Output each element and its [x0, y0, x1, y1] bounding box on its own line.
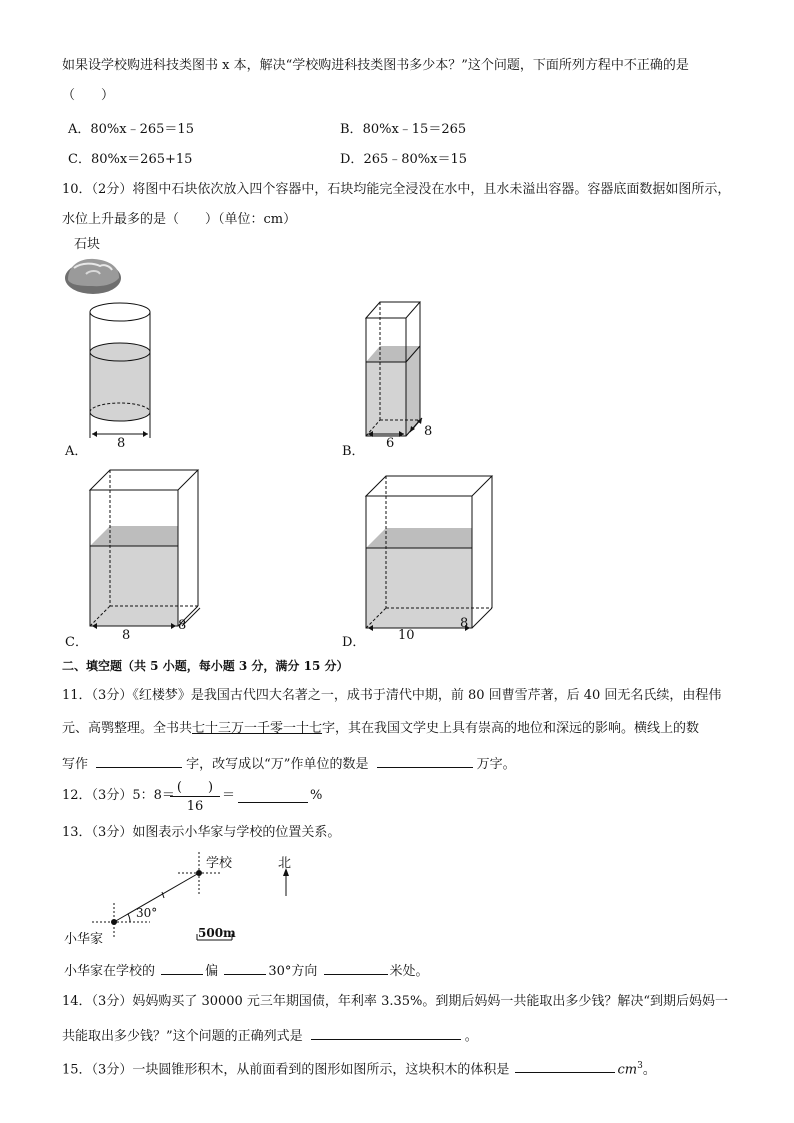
- option-label: B．: [340, 122, 363, 137]
- q13-answer-blank-3[interactable]: [324, 960, 388, 975]
- figure-c-depth: 8: [178, 618, 187, 633]
- q14-line2: [62, 1025, 478, 1046]
- q11-line2: [62, 720, 699, 738]
- figure-b-label: B．: [342, 444, 365, 459]
- q11-line2-pre: 元、高鹗整理。全书共: [62, 721, 193, 736]
- q11-line3-b: 字，改写成以“万”作单位的数是: [186, 757, 369, 772]
- figure-d-depth: 8: [460, 616, 469, 631]
- option-text: 265﹣80%x＝15: [363, 152, 468, 167]
- north-label: 北: [278, 856, 292, 871]
- q9-option-a: [68, 118, 194, 137]
- q10-stem-line1: 10．（2分）将图中石块依次放入四个容器中，石块均能完全浸没在水中，且水未溢出容器。容器底面数据如图所示，: [62, 182, 731, 197]
- q13-stem: 13．（3分）如图表示小华家与学校的位置关系。: [62, 825, 341, 840]
- q14-line2-a: 共能取出多少钱？”这个问题的正确列式是: [62, 1029, 303, 1044]
- q13-answer-blank-1[interactable]: [161, 960, 203, 975]
- q13-answer-d: 米处。: [389, 964, 429, 979]
- q12-denominator: 16: [186, 799, 204, 814]
- q13-answer-c: 30°方向: [268, 964, 318, 979]
- home-label: 小华家: [64, 932, 104, 947]
- q11-answer-blank-1[interactable]: [96, 753, 182, 768]
- figure-d-width: 10: [398, 628, 415, 643]
- figure-b-box: [360, 300, 450, 456]
- q9-stem-line2: （ ）: [62, 88, 115, 103]
- option-label: D．: [340, 152, 364, 167]
- figure-c-label: C．: [65, 635, 88, 650]
- figure-c-width: 8: [122, 628, 131, 643]
- section-title: 二、填空题（共 5 小题，每小题 3 分，满分 15 分）: [62, 659, 349, 673]
- stone-label: 石块: [74, 237, 101, 252]
- q9-option-c: [68, 148, 192, 167]
- q15-answer-blank[interactable]: [515, 1058, 615, 1073]
- q14-answer-blank[interactable]: [311, 1025, 461, 1040]
- stone-illustration: [64, 254, 124, 296]
- q12-numerator[interactable]: ( ): [176, 780, 214, 795]
- option-label: C．: [68, 152, 91, 167]
- figure-d-box: [362, 470, 492, 640]
- q15-text: 15．（3分）一块圆锥形积木，从前面看到的图形如图所示，这块积木的体积是: [62, 1062, 510, 1078]
- scale-label: 500m: [198, 926, 236, 940]
- figure-d-label: D．: [342, 635, 366, 650]
- q11-line3-c: 万字。: [476, 757, 516, 772]
- q9-stem-line1: 如果设学校购进科技类图书 x 本，解决“学校购进科技类图书多少本？”这个问题，下面所列方程中不正确的是: [62, 58, 689, 73]
- angle-label: 30°: [136, 906, 158, 920]
- figure-b-depth: 8: [424, 424, 433, 439]
- school-label: 学校: [206, 856, 233, 871]
- q11-line1: 11．（3分）《红楼梦》是我国古代四大名著之一，成书于清代中期，前 80 回曹雪芹著，后 40 回无名氏续，由程伟: [62, 688, 722, 703]
- figure-b-width: 6: [386, 436, 395, 451]
- q10-stem-line2: 水位上升最多的是（ ）（单位：cm）: [62, 212, 297, 227]
- figure-a-label: A．: [65, 444, 88, 459]
- figure-a-dimension: 8: [117, 436, 126, 451]
- figure-c-box: [84, 460, 194, 640]
- q13-answer-blank-2[interactable]: [224, 960, 266, 975]
- q11-answer-blank-2[interactable]: [377, 753, 473, 768]
- q12-answer-blank[interactable]: [238, 788, 308, 803]
- option-text: 80%x＝265+15: [90, 152, 193, 167]
- option-text: 80%x﹣265＝15: [90, 122, 194, 137]
- q9-option-d: [340, 148, 467, 167]
- q11-underlined-number: 七十三万一千零一十七: [192, 721, 323, 736]
- q15-line: [62, 1057, 656, 1079]
- q11-line3-a: 写作: [62, 757, 89, 772]
- option-text: 80%x﹣15＝265: [362, 122, 467, 137]
- q15-unit-exponent: 3: [637, 1061, 643, 1071]
- q14-line2-b: 。: [464, 1029, 478, 1044]
- q13-answer-b: 偏: [205, 964, 219, 979]
- q15-unit: cm: [617, 1062, 638, 1078]
- q13-answer-line: [64, 960, 429, 981]
- q9-option-b: [340, 118, 466, 137]
- figure-a-cylinder: [86, 300, 158, 456]
- option-label: A．: [68, 122, 91, 137]
- q15-end: 。: [642, 1062, 656, 1078]
- q11-line2-post: 字，其在我国文学史上具有崇高的地位和深远的影响。横线上的数: [322, 721, 700, 736]
- q12-percent: %: [310, 788, 323, 803]
- fraction-bar: [170, 796, 220, 797]
- q12-equals: ＝: [222, 788, 236, 803]
- q14-line1: 14．（3分）妈妈购买了 30000 元三年期国债，年利率 3.35%。到期后妈妈一共能取出多少钱？解决“到期后妈妈一: [62, 994, 729, 1009]
- q13-answer-a: 小华家在学校的: [64, 964, 156, 979]
- q12-prefix: 12．（3分）5：8＝: [62, 788, 175, 803]
- q11-line3: [62, 753, 516, 774]
